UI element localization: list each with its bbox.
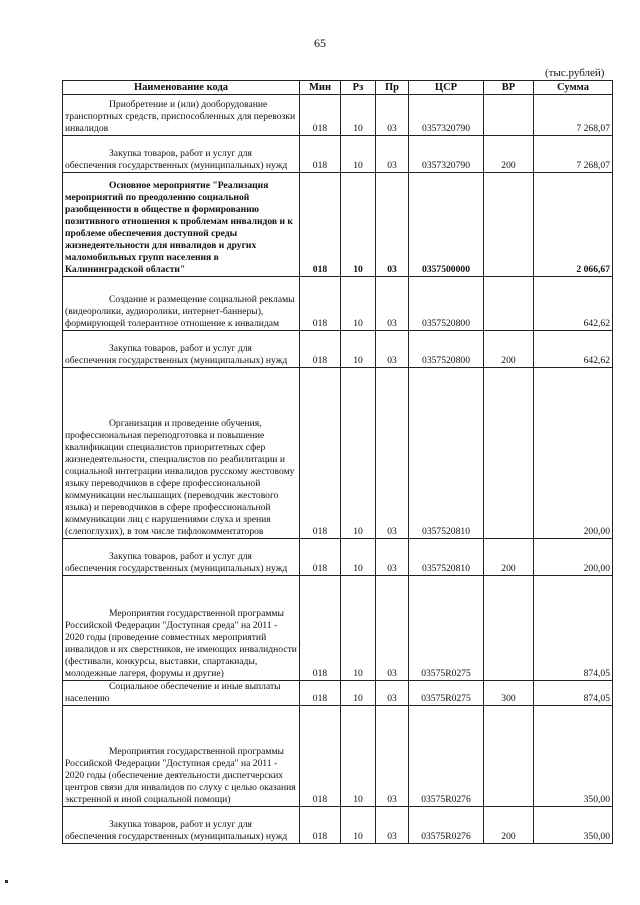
name-cell bbox=[63, 539, 300, 576]
vr-cell bbox=[484, 576, 534, 681]
vr-cell bbox=[484, 368, 534, 539]
csr-cell: 03575R0276 bbox=[409, 807, 484, 844]
name-cell bbox=[63, 681, 300, 706]
pr-cell: 03 bbox=[376, 368, 409, 539]
min-cell: 018 bbox=[300, 136, 341, 173]
rz-cell: 10 bbox=[341, 173, 376, 277]
min-cell: 018 bbox=[300, 277, 341, 331]
header-min: Мин bbox=[300, 81, 341, 95]
rz-cell: 10 bbox=[341, 331, 376, 368]
rz-cell: 10 bbox=[341, 277, 376, 331]
csr-cell: 03575R0275 bbox=[409, 576, 484, 681]
budget-table bbox=[62, 80, 613, 844]
csr-cell: 0357520810 bbox=[409, 368, 484, 539]
csr-cell: 0357500000 bbox=[409, 173, 484, 277]
row-name: Организация и проведение обучения, профессиональная переподготовка и повышение квалификации специалистов приоритетных сфер жизнедеятельности, специалистов по реабилитации и социальной интеграции инвалидов русскому жестовому языку переводчиков в сфере профессиональной коммуникации неслышащих (переводчик жестового языка) и переводчиков в сфере профессиональной коммуникации лиц с нарушениями слуха и зрения (слепоглухих), в том числе тифлокомментаторов bbox=[65, 418, 295, 537]
header-rz: Рз bbox=[341, 81, 376, 95]
min-cell: 018 bbox=[300, 576, 341, 681]
table-header-row bbox=[63, 81, 613, 95]
name-cell bbox=[63, 368, 300, 539]
pr-cell: 03 bbox=[376, 173, 409, 277]
margin-mark bbox=[5, 880, 8, 883]
min-cell: 018 bbox=[300, 173, 341, 277]
min-cell: 018 bbox=[300, 95, 341, 136]
table-row bbox=[63, 95, 613, 136]
min-cell: 018 bbox=[300, 331, 341, 368]
row-name: Основное мероприятие "Реализация мероприятий по преодолению социальной разобщенности в обществе и формированию позитивного отношения к проблемам инвалидов и к проблеме обеспечения доступной среды жизнедеятельности для инвалидов и других маломобильных групп населения в Калининградской области" bbox=[65, 180, 293, 275]
table-body bbox=[63, 95, 613, 844]
pr-cell: 03 bbox=[376, 706, 409, 807]
row-name: Закупка товаров, работ и услуг для обеспечения государственных (муниципальных) нужд bbox=[65, 819, 288, 842]
pr-cell: 03 bbox=[376, 95, 409, 136]
name-cell bbox=[63, 95, 300, 136]
header-name: Наименование кода bbox=[63, 81, 300, 95]
row-name: Создание и размещение социальной рекламы (видеоролики, аудиоролики, интернет-баннеры), формирующей толерантное отношение к инвалидам bbox=[65, 294, 295, 329]
rz-cell: 10 bbox=[341, 136, 376, 173]
sum-cell: 200,00 bbox=[534, 368, 613, 539]
sum-cell: 874,05 bbox=[534, 681, 613, 706]
table-row bbox=[63, 277, 613, 331]
min-cell: 018 bbox=[300, 807, 341, 844]
name-cell bbox=[63, 706, 300, 807]
sum-cell: 350,00 bbox=[534, 706, 613, 807]
row-name: Закупка товаров, работ и услуг для обеспечения государственных (муниципальных) нужд bbox=[65, 148, 288, 171]
vr-cell bbox=[484, 277, 534, 331]
name-cell bbox=[63, 331, 300, 368]
rz-cell: 10 bbox=[341, 539, 376, 576]
header-vr: ВР bbox=[484, 81, 534, 95]
pr-cell: 03 bbox=[376, 576, 409, 681]
pr-cell: 03 bbox=[376, 331, 409, 368]
rz-cell: 10 bbox=[341, 368, 376, 539]
csr-cell: 0357520800 bbox=[409, 331, 484, 368]
header-pr: Пр bbox=[376, 81, 409, 95]
sum-cell: 200,00 bbox=[534, 539, 613, 576]
header-sum: Сумма bbox=[534, 81, 613, 95]
pr-cell: 03 bbox=[376, 681, 409, 706]
table-row bbox=[63, 173, 613, 277]
sum-cell: 642,62 bbox=[534, 331, 613, 368]
name-cell bbox=[63, 807, 300, 844]
rz-cell: 10 bbox=[341, 807, 376, 844]
sum-cell: 874,05 bbox=[534, 576, 613, 681]
row-name: Мероприятия государственной программы Российской Федерации "Доступная среда" на 2011 - 2020 годы (обеспечение деятельности диспетчерских центров связи для инвалидов по слуху с целью оказания экстренной и иной социальной помощи) bbox=[65, 746, 296, 805]
min-cell: 018 bbox=[300, 368, 341, 539]
vr-cell: 200 bbox=[484, 807, 534, 844]
table-row bbox=[63, 331, 613, 368]
vr-cell: 200 bbox=[484, 539, 534, 576]
pr-cell: 03 bbox=[376, 807, 409, 844]
csr-cell: 03575R0275 bbox=[409, 681, 484, 706]
header-csr: ЦСР bbox=[409, 81, 484, 95]
csr-cell: 0357320790 bbox=[409, 136, 484, 173]
sum-cell: 7 268,07 bbox=[534, 95, 613, 136]
csr-cell: 0357320790 bbox=[409, 95, 484, 136]
page-number: 65 bbox=[314, 36, 326, 50]
vr-cell bbox=[484, 173, 534, 277]
vr-cell: 300 bbox=[484, 681, 534, 706]
sum-cell: 2 066,67 bbox=[534, 173, 613, 277]
name-cell bbox=[63, 173, 300, 277]
table-row bbox=[63, 576, 613, 681]
table-row bbox=[63, 539, 613, 576]
name-cell bbox=[63, 576, 300, 681]
row-name: Мероприятия государственной программы Российской Федерации "Доступная среда" на 2011 - 2020 годы (проведение совместных мероприятий инвалидов и их сверстников, не имеющих инвалидности (фестивали, конкурсы, выставки, спартакиады, молодежные лагеря, форумы и другие) bbox=[65, 608, 297, 679]
rz-cell: 10 bbox=[341, 95, 376, 136]
table-row bbox=[63, 807, 613, 844]
row-name: Закупка товаров, работ и услуг для обеспечения государственных (муниципальных) нужд bbox=[65, 551, 288, 574]
sum-cell: 7 268,07 bbox=[534, 136, 613, 173]
csr-cell: 0357520810 bbox=[409, 539, 484, 576]
pr-cell: 03 bbox=[376, 277, 409, 331]
pr-cell: 03 bbox=[376, 136, 409, 173]
row-name: Приобретение и (или) дооборудование транспортных средств, приспособленных для перевозки инвалидов bbox=[65, 99, 296, 134]
sum-cell: 642,62 bbox=[534, 277, 613, 331]
table-row bbox=[63, 681, 613, 706]
csr-cell: 0357520800 bbox=[409, 277, 484, 331]
sum-cell: 350,00 bbox=[534, 807, 613, 844]
table-row bbox=[63, 368, 613, 539]
units-label: (тыс.рублей) bbox=[545, 67, 605, 79]
vr-cell bbox=[484, 706, 534, 807]
table-row bbox=[63, 136, 613, 173]
min-cell: 018 bbox=[300, 681, 341, 706]
table-row bbox=[63, 706, 613, 807]
name-cell bbox=[63, 136, 300, 173]
vr-cell bbox=[484, 95, 534, 136]
row-name: Закупка товаров, работ и услуг для обеспечения государственных (муниципальных) нужд bbox=[65, 343, 288, 366]
min-cell: 018 bbox=[300, 539, 341, 576]
csr-cell: 03575R0276 bbox=[409, 706, 484, 807]
vr-cell: 200 bbox=[484, 331, 534, 368]
pr-cell: 03 bbox=[376, 539, 409, 576]
name-cell bbox=[63, 277, 300, 331]
vr-cell: 200 bbox=[484, 136, 534, 173]
rz-cell: 10 bbox=[341, 706, 376, 807]
rz-cell: 10 bbox=[341, 576, 376, 681]
min-cell: 018 bbox=[300, 706, 341, 807]
rz-cell: 10 bbox=[341, 681, 376, 706]
row-name: Социальное обеспечение и иные выплаты населению bbox=[65, 681, 281, 704]
